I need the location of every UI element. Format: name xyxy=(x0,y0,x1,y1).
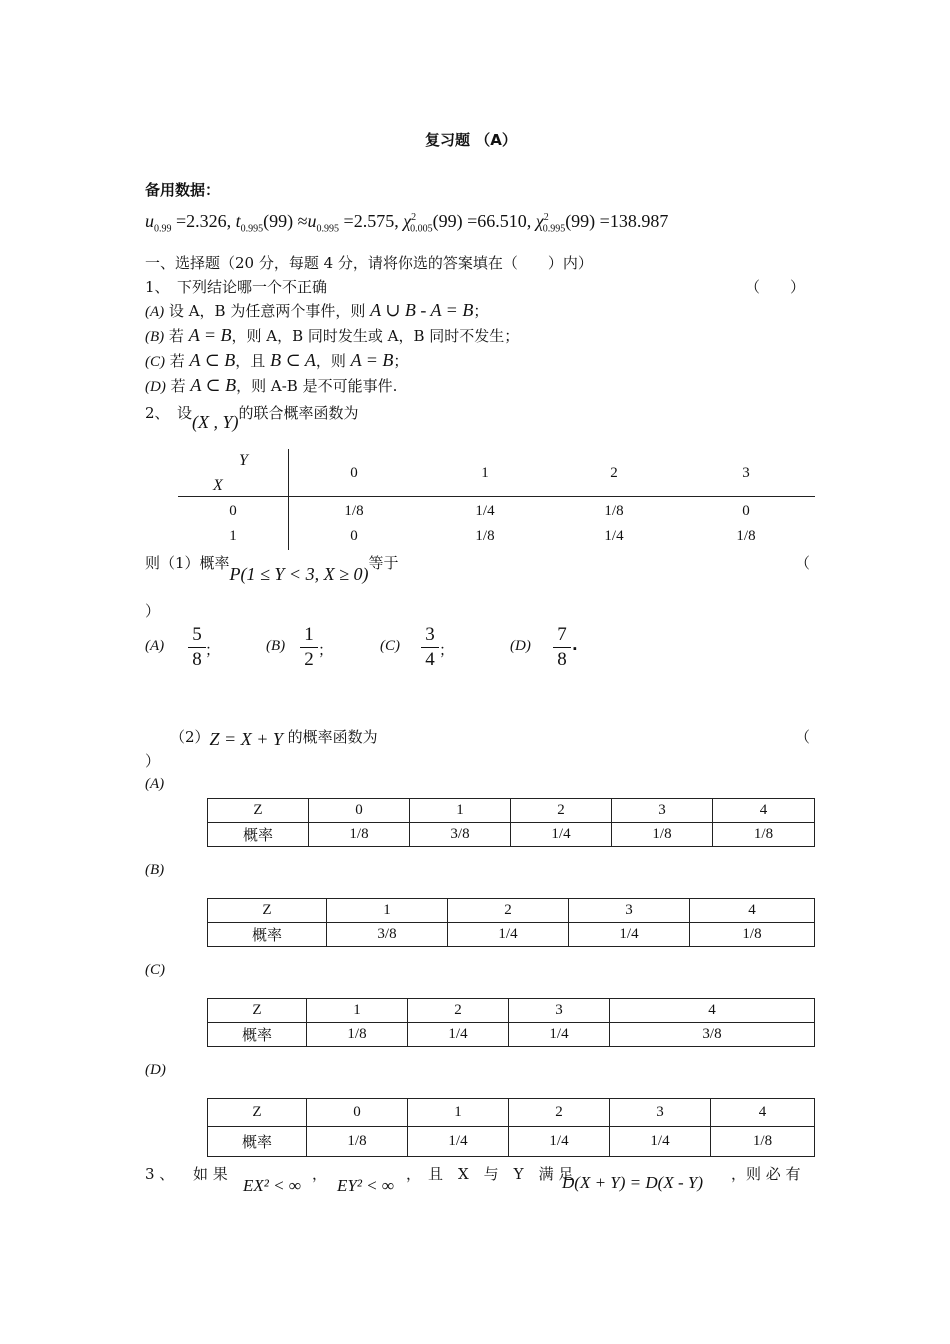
chi2-subscript: 0.995 xyxy=(542,223,566,235)
table-header-row xyxy=(208,999,815,1023)
q1-option-d-pre: 若 xyxy=(165,377,191,395)
table-cell: 1 xyxy=(408,1099,509,1127)
q1-option-c xyxy=(145,350,408,371)
joint-table-y-value: 0 xyxy=(350,465,358,481)
u0995-subscript: 0.995 xyxy=(316,223,340,235)
q1-answer-blank: （ ） xyxy=(745,278,806,296)
choice-b-numerator: 1 xyxy=(304,624,314,645)
table-cell: 1/8 xyxy=(690,923,815,947)
q2-stem-pre: 2、 设 xyxy=(145,404,193,422)
table-row xyxy=(208,1023,815,1047)
table-header-row xyxy=(208,1099,815,1127)
table-cell: 3/8 xyxy=(410,823,511,847)
choice-d-denominator: 8 xyxy=(557,649,567,670)
chi2-value: (99) =138.987 xyxy=(565,211,669,231)
choice-c-denominator: 4 xyxy=(425,649,435,670)
table-cell: 1/8 xyxy=(307,1023,408,1047)
table-cell: 1/8 xyxy=(307,1127,408,1157)
joint-table-cell: 1/4 xyxy=(604,528,624,544)
table-cell: 1 xyxy=(307,999,408,1023)
choice-b-end: ； xyxy=(318,641,334,659)
u0995-symbol: u xyxy=(307,211,317,231)
joint-table-y-value: 1 xyxy=(481,465,489,481)
q1-option-a-text: 设 A，B 为任意两个事件，则 xyxy=(164,302,371,320)
choice-d-label: (D) xyxy=(510,638,531,654)
q1-option-b-text: ，则 A，B 同时发生或 A，B 同时不发生； xyxy=(231,327,520,345)
table-row xyxy=(208,823,815,847)
q1-option-c-pre: 若 xyxy=(165,352,190,370)
page-title: 复习题 （A） xyxy=(425,131,517,149)
choice-c-numerator: 3 xyxy=(425,624,435,645)
joint-table-vline xyxy=(288,449,289,550)
q2-part2-pre: （2） xyxy=(170,728,210,746)
joint-table-y-value: 3 xyxy=(742,465,750,481)
joint-table-cell: 1/8 xyxy=(475,528,495,544)
choice-d-fraction xyxy=(553,624,571,671)
table-cell: Z xyxy=(208,1099,307,1127)
table-cell: 2 xyxy=(408,999,509,1023)
joint-table-cell: 0 xyxy=(742,503,750,519)
chi2-superscript: 2 xyxy=(543,212,549,223)
table-cell: 3/8 xyxy=(610,1023,815,1047)
q1-option-c-label: (C) xyxy=(145,354,165,370)
table-cell: 3 xyxy=(612,799,713,823)
u099-subscript: 0.99 xyxy=(154,223,172,235)
joint-table-y-label: Y xyxy=(239,452,248,469)
table-cell: 1/8 xyxy=(713,823,815,847)
table-cell: 1/4 xyxy=(511,823,612,847)
choice-c-label: (C) xyxy=(380,638,400,654)
q1-option-a-end: ； xyxy=(473,302,489,320)
table-cell: 1/4 xyxy=(408,1127,509,1157)
joint-table-cell: 1/8 xyxy=(736,528,756,544)
q2-part2-paren-close: ） xyxy=(145,752,161,770)
q1-option-c-mid: ，且 xyxy=(235,352,271,370)
choice-d-end: . xyxy=(572,636,578,654)
choice-b-label: (B) xyxy=(266,638,286,654)
q1-option-c-end: ； xyxy=(393,352,409,370)
choice-a-label: (A) xyxy=(145,638,165,654)
table-cell: 0 xyxy=(307,1099,408,1127)
table-cell: 概率 xyxy=(208,923,327,947)
option-c-table xyxy=(207,998,815,1047)
q2-part2-stem xyxy=(170,726,378,747)
table-cell: 2 xyxy=(509,1099,610,1127)
q2-part2-math: Z = X + Y xyxy=(209,729,283,749)
table-cell: 4 xyxy=(690,899,815,923)
option-c-label: (C) xyxy=(145,962,165,978)
table-cell: Z xyxy=(208,799,309,823)
table-cell: 2 xyxy=(448,899,569,923)
q1-option-a xyxy=(145,300,488,321)
joint-table-x-value: 1 xyxy=(229,528,237,544)
table-row xyxy=(208,1127,815,1157)
section-1-heading: 一、选择题（20 分，每题 4 分，请将你选的答案填在（ ）内） xyxy=(145,254,593,272)
joint-table-x-label: X xyxy=(213,477,223,494)
table-cell: 4 xyxy=(713,799,815,823)
table-cell: 4 xyxy=(711,1099,815,1127)
q3-end-text: ，则 必 有 xyxy=(731,1165,801,1183)
choice-a-end: ； xyxy=(205,641,221,659)
table-cell: Z xyxy=(208,899,327,923)
q2-stem-math: (X , Y) xyxy=(192,412,239,432)
joint-table-cell: 1/8 xyxy=(604,503,624,519)
choice-b-fraction xyxy=(300,624,318,671)
q1-option-b-pre: 若 xyxy=(164,327,189,345)
table-cell: 1/8 xyxy=(612,823,713,847)
q1-option-c-math3: A = B xyxy=(350,350,394,370)
joint-table-x-value: 0 xyxy=(229,503,237,519)
q1-option-a-label: (A) xyxy=(145,304,165,320)
q2-part1-math: P(1 ≤ Y < 3, X ≥ 0) xyxy=(229,564,369,584)
t-symbol: t xyxy=(235,211,241,231)
q2-stem xyxy=(145,402,359,432)
q1-option-d-math: A ⊂ B xyxy=(190,375,237,395)
choice-b-denominator: 2 xyxy=(304,649,314,670)
table-cell: 1/4 xyxy=(569,923,690,947)
joint-table-cell: 1/8 xyxy=(344,503,364,519)
table-cell: 1/8 xyxy=(711,1127,815,1157)
table-cell: 1/4 xyxy=(509,1023,610,1047)
backup-formula xyxy=(145,211,668,235)
table-cell: 3 xyxy=(610,1099,711,1127)
table-cell: 1 xyxy=(327,899,448,923)
backup-data-label: 备用数据： xyxy=(145,181,221,199)
q1-option-c-math2: B ⊂ A xyxy=(270,350,316,370)
option-a-table xyxy=(207,798,815,847)
q3-math-ex2: EX² < ∞ xyxy=(243,1176,301,1195)
chi1-symbol: χ xyxy=(403,211,412,231)
table-cell: 概率 xyxy=(208,1127,307,1157)
q2-part2-post: 的概率函数为 xyxy=(282,728,378,746)
table-cell: 3 xyxy=(569,899,690,923)
q1-option-c-mid2: ，则 xyxy=(315,352,351,370)
q2-part1-pre: 则（1）概率 xyxy=(145,554,230,572)
choice-c-fraction xyxy=(421,624,439,671)
option-d-table xyxy=(207,1098,815,1157)
q1-option-a-math: A ∪ B - A = B xyxy=(370,300,474,320)
q3-number: 3 、 xyxy=(145,1165,175,1183)
table-cell: 0 xyxy=(309,799,410,823)
q3-math-variance: D(X + Y) = D(X - Y) xyxy=(562,1173,703,1192)
q2-part1-stem xyxy=(145,552,399,584)
table-header-row xyxy=(208,899,815,923)
q1-option-b xyxy=(145,325,519,346)
choice-a-numerator: 5 xyxy=(192,624,202,645)
table-row xyxy=(208,923,815,947)
choice-d-numerator: 7 xyxy=(557,624,567,645)
q2-stem-post: 的联合概率函数为 xyxy=(238,404,359,422)
joint-table-hline xyxy=(178,496,815,497)
q3-math-ey2: EY² < ∞ xyxy=(337,1176,395,1195)
q3-comma-1: ， xyxy=(312,1165,328,1183)
chi1-value: (99) =66.510, xyxy=(432,211,536,231)
q1-option-c-math1: A ⊂ B xyxy=(189,350,236,370)
u0995-value: =2.575, xyxy=(339,211,404,231)
joint-table-y-value: 2 xyxy=(610,465,618,481)
q2-part1-paren-open: （ xyxy=(795,554,811,572)
choice-a-denominator: 8 xyxy=(192,649,202,670)
table-cell: 3 xyxy=(509,999,610,1023)
q1-stem: 1、 下列结论哪一个不正确 xyxy=(145,278,328,296)
q3-word-if: 如 果 xyxy=(193,1165,228,1183)
option-b-label: (B) xyxy=(145,862,165,878)
table-cell: 1/4 xyxy=(509,1127,610,1157)
table-header-row xyxy=(208,799,815,823)
u099-value: =2.326, xyxy=(171,211,236,231)
t-subscript: 0.995 xyxy=(240,223,264,235)
q3-middle-text: 且 X 与 Y 满 足 xyxy=(428,1165,574,1183)
t-value: (99) ≈ xyxy=(263,211,308,231)
table-cell: 1/4 xyxy=(448,923,569,947)
chi1-superscript: 2 xyxy=(411,212,417,223)
u099-symbol: u xyxy=(145,211,154,231)
choice-a-fraction xyxy=(188,624,206,671)
table-cell: 1/4 xyxy=(610,1127,711,1157)
option-b-table xyxy=(207,898,815,947)
table-cell: 2 xyxy=(511,799,612,823)
option-d-label: (D) xyxy=(145,1062,166,1078)
option-a-label: (A) xyxy=(145,776,165,792)
choice-c-end: ； xyxy=(439,641,455,659)
joint-table-cell: 0 xyxy=(350,528,358,544)
q1-option-d-text: ，则 A-B 是不可能事件. xyxy=(236,377,398,395)
table-cell: 3/8 xyxy=(327,923,448,947)
chi2-symbol: χ xyxy=(535,211,544,231)
joint-table-cell: 1/4 xyxy=(475,503,495,519)
q1-option-b-label: (B) xyxy=(145,329,165,345)
table-cell: 1 xyxy=(410,799,511,823)
table-cell: 1/8 xyxy=(309,823,410,847)
q1-option-d-label: (D) xyxy=(145,379,166,395)
table-cell: Z xyxy=(208,999,307,1023)
q3-comma-2: ， xyxy=(406,1165,422,1183)
table-cell: 概率 xyxy=(208,823,309,847)
chi1-subscript: 0.005 xyxy=(410,223,433,235)
q1-option-d xyxy=(145,375,397,396)
table-cell: 概率 xyxy=(208,1023,307,1047)
q2-part1-post: 等于 xyxy=(368,554,399,572)
q2-part1-paren-close: ） xyxy=(145,602,161,620)
q2-part2-paren-open: （ xyxy=(795,728,811,746)
table-cell: 4 xyxy=(610,999,815,1023)
table-cell: 1/4 xyxy=(408,1023,509,1047)
q1-option-b-math: A = B xyxy=(188,325,232,345)
